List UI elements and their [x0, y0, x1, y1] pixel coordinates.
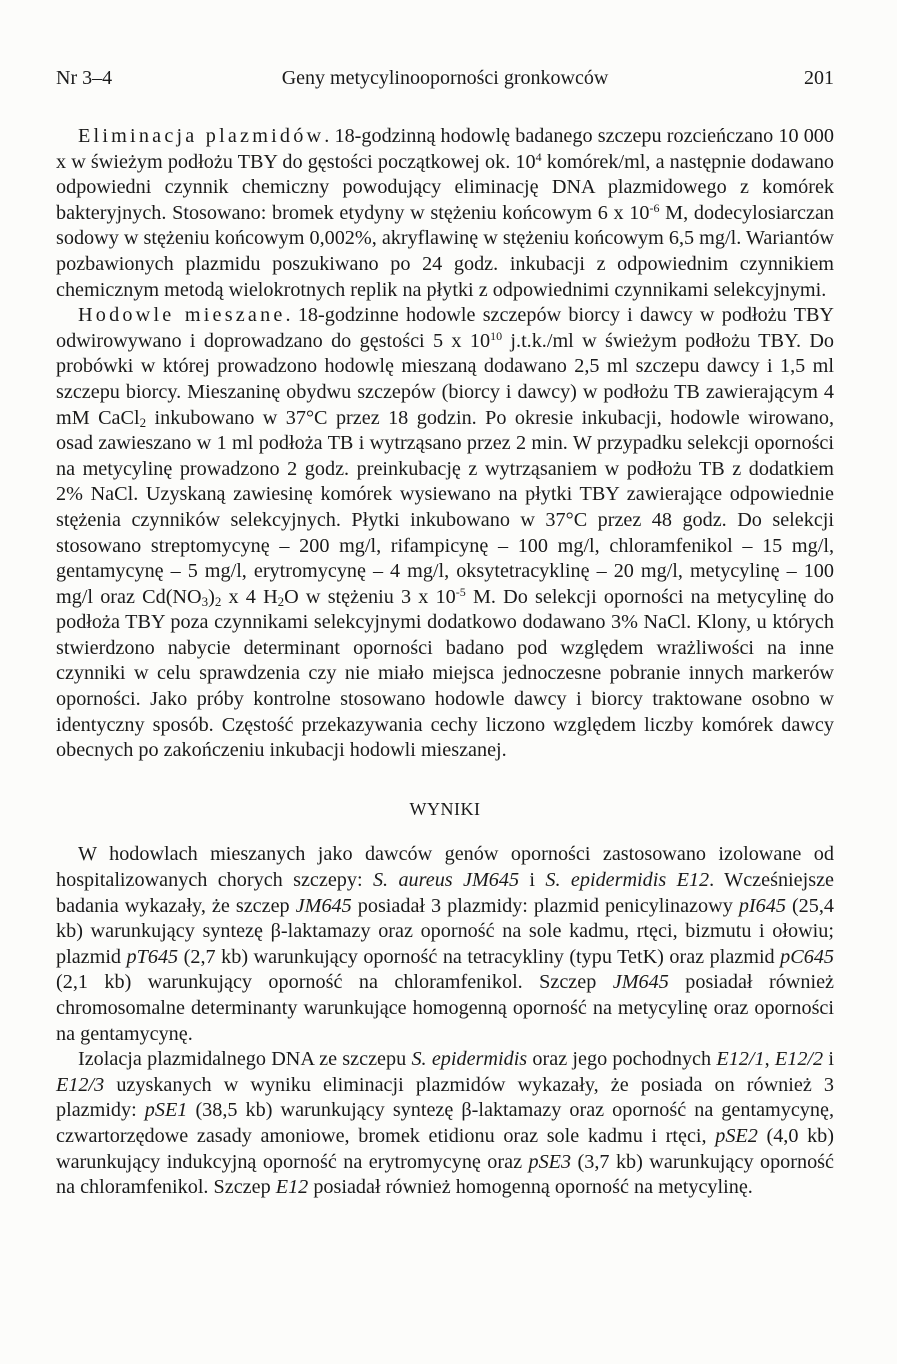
- paragraph-plasmid-elimination: Eliminacja plazmidów. 18-godzinną hodowlę badanego szczepu rozcieńczano 10 000 x w świeżym podłożu TBY do gęstości początkowej ok. $10^4$ komórek/ml, a następnie dodawano odpowiedni czynnik chemiczny powodujący eliminację DNA plazmidowego z komórek bakteryjnych. Stosowano: bromek etydyny w stężeniu końcowym 6 x $10^{-6}$ M, dodecylosiarczan sodowy w stężeniu końcowym 0,002%, akryflawinę w stężeniu końcowym 6,5 mg/l. Wariantów pozbawionych plazmidu poszukiwano po 24 godz. inkubacji z odpowiednim czynnikiem chemicznym metodą wielokrotnych replik na płytki z odpowiednimi czynnikami selekcyjnymi.: [56, 125, 835, 301]
- run-in-heading-elimination: Eliminacja plazmidów: [78, 125, 325, 147]
- issue-number: Nr 3–4: [56, 67, 113, 89]
- article-body: [56, 124, 834, 1201]
- paragraph-results-plasmid-isolation: Izolacja plazmidalnego DNA ze szczepu S. epidermidis oraz jego pochodnych E12/1, E12/2 i E12/3 uzyskanych w wyniku eliminacji plazmidów wykazały, że posiada on również 3 plazmidy: pSE1 (38,5 kb) warunkujący syntezę β-laktamazy oraz oporność na gentamycynę, czwartorzędowe zasady amoniowe, bromek etidionu oraz sole kadmu i rtęci, pSE2 (4,0 kb) warunkujący indukcyjną oporność na erytromycynę oraz pSE3 (3,7 kb) warunkujący oporność na chloramfenikol. Szczep E12 posiadał również homogenną oporność na metycylinę.: [56, 1048, 835, 1199]
- paragraph-mixed-cultures: Hodowle mieszane. 18-godzinne hodowle szczepów biorcy i dawcy w podłożu TBY odwirowywano i doprowadzano do gęstości 5 x $10^{10}$ j.t.k./ml w świeżym podłożu TBY. Do probówki w której prowadzono hodowlę mieszaną dodawano 2,5 ml szczepu dawcy i 1,5 ml szczepu biorcy. Mieszaninę obydwu szczepów (biorcy i dawcy) w podłożu TB zawierającym 4 mM CaCl$_2$ inkubowano w 37°C przez 18 godzin. Po okresie inkubacji, hodowle wirowano, osad zawieszano w 1 ml podłoża TB i wytrząsano przez 2 min. W przypadku selekcji oporności na metycylinę prowadzono 2 godz. preinkubację z wytrząsaniem w podłożu TB z dodatkiem 2% NaCl. Uzyskaną zawiesinę komórek wysiewano na płytki TBY zawierające odpowiednie stężenia czynników selekcyjnych. Płytki inkubowano w 37°C przez 48 godz. Do selekcji stosowano streptomycynę – 200 mg/l, rifampicynę – 100 mg/l, chloramfenikol – 15 mg/l, gentamycynę – 5 mg/l, erytromycynę – 4 mg/l, oksytetracyklinę – 20 mg/l, metycylinę – 100 mg/l oraz $Cd(NO_3)_2$ x 4 $H_2O$ w stężeniu 3 x $10^{-5}$ M. Do selekcji oporności na metycylinę do podłoża TBY poza czynnikami selekcyjnymi dodatkowo dodawano 3% NaCl. Klony, u których stwierdzono nabycie determinant oporności badano pod względem wrażliwości na inne czynniki w celu sprawdzenia czy nie miało miejsca jednoczesne pobranie innych markerów oporności. Jako próby kontrolne stosowano hodowle dawcy i biorcy traktowane osobno w identyczny sposób. Częstość przekazywania cechy liczono względem liczby komórek dawcy obecnych po zakończeniu inkubacji hodowli mieszanej.: [56, 304, 835, 762]
- section-heading-results: WYNIKI: [409, 798, 481, 819]
- running-title: Geny metycylinooporności gronkowców: [281, 67, 609, 89]
- run-in-heading-mixed-cultures: Hodowle mieszane: [78, 304, 286, 327]
- paragraph-results-donors: W hodowlach mieszanych jako dawców genów oporności zastosowano izolowane od hospitalizowanych chorych szczepy: S. aureus JM645 i S. epidermidis E12. Wcześniejsze badania wykazały, że szczep JM645 posiadał 3 plazmidy: plazmid penicylinazowy pI645 (25,4 kb) warunkujący syntezę β-laktamazy oraz oporność na sole kadmu, rtęci, bizmutu i ołowiu; plazmid pT645 (2,7 kb) warunkujący oporność na tetracykliny (typu TetK) oraz plazmid pC645 (2,1 kb) warunkujący oporność na chloramfenikol. Szczep JM645 posiadał również chromosomalne determinanty warunkujące homogenną oporność na metycylinę oraz oporności na gentamycynę.: [56, 843, 835, 1045]
- page-number: 201: [804, 67, 834, 89]
